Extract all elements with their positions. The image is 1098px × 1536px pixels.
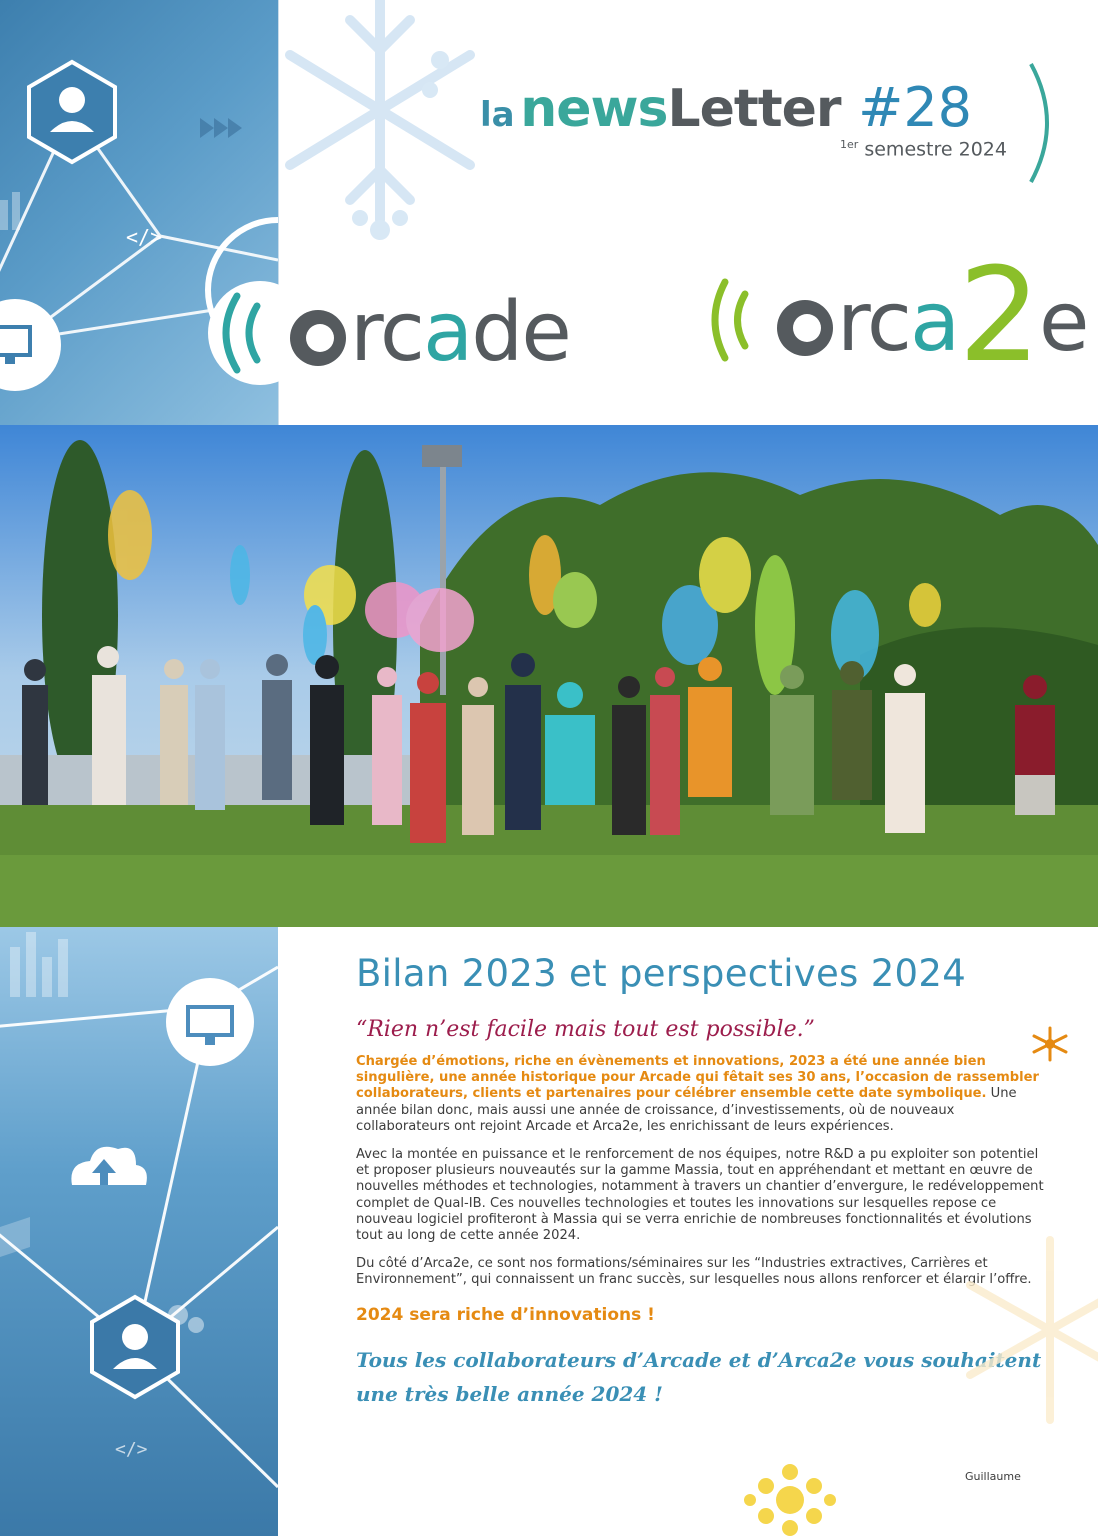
signal-waves-icon: [697, 260, 777, 370]
paragraph-1-rest: Une année bilan donc, mais aussi une année de croissance, d’investissements, où de nouveaux collaborateurs ont rejoint Arcade et Arca2e, les enrichissant de leurs expériences.: [356, 1086, 1017, 1134]
logo-letters: r: [350, 285, 380, 380]
paragraph-3: Du côté d’Arca2e, ce sont nos formations/séminaires sur les “Industries extractives, Carrières et Environnement”, qui connaissent un franc succès, sur lesquelles nous allons renforcer et élargir l’offre.: [356, 1256, 1032, 1288]
semester-label: [840, 138, 1007, 160]
signature: Guillaume: [965, 1470, 1021, 1483]
logo-a-mark: [777, 300, 833, 356]
user-icon: [29, 62, 115, 162]
team-photo: [0, 425, 1098, 927]
title-la: la: [480, 95, 515, 135]
cloud-upload-icon: [71, 1147, 147, 1185]
logo-letters: e: [1038, 275, 1088, 370]
logo-letters: rc: [837, 275, 910, 370]
snowflake-icon: [740, 1460, 840, 1536]
monitor-icon: [0, 299, 61, 391]
logo-a-mark: [290, 310, 346, 366]
newsletter-title: [480, 76, 972, 139]
logo-two: 2: [958, 239, 1039, 391]
logo-letters: c: [379, 285, 424, 380]
paragraph-1: [356, 1054, 1052, 1135]
snowflake-icon: [280, 0, 480, 250]
paragraph-1-highlight: Chargée d’émotions, riche en évènements et innovations, 2023 a été une année bien singulière, une année historique pour Arcade qui fêtait ses 30 ans, l’occasion de rassembler collaborateurs, clients et partenaires pour célébrer ensemble cette date symbolique.: [356, 1054, 1039, 1102]
title-news: news: [520, 79, 668, 139]
innovations-callout: 2024 sera riche d’innovations !: [356, 1304, 655, 1325]
article: [356, 952, 1052, 1411]
logo-letters: de: [471, 285, 570, 380]
code-icon: </>: [126, 225, 163, 249]
new-year-wishes: Tous les collaborateurs d’Arcade et d’Arca2e vous souhaitent une très belle année 2024 !: [356, 1347, 1042, 1406]
decor-panel-bottom: [0, 927, 278, 1536]
logo-letters-accent: a: [423, 285, 472, 380]
header-arc: [1025, 58, 1065, 188]
arcade-logo: [205, 278, 570, 388]
arca2e-wordmark: [777, 239, 1088, 391]
article-title: Bilan 2023 et perspectives 2024: [356, 952, 967, 995]
signal-waves-icon: [205, 278, 290, 388]
semester-text: semestre 2024: [864, 138, 1007, 161]
arcade-wordmark: [290, 285, 570, 380]
arca2e-logo: [697, 239, 1088, 391]
snowflake-icon: [1030, 1026, 1070, 1062]
paragraph-2: Avec la montée en puissance et le renforcement de nos équipes, notre R&D a pu exploiter son potentiel et proposer plusieurs nouveautés sur la gamme Massia, tout en appréhendant et mettant en œuvre de nouvelles méthodes et technologies, notamment à travers un chantier d’envergure, le redéveloppement complet de Qual-IB. Ces nouvelles technologies et toutes les innovations sur lesquelles repose ce nouveau logiciel profiteront à Massia qui se verra enrichie de nombreuses fonctionnalités et évolutions tout au long de cette année 2024.: [356, 1147, 1044, 1244]
logo-letters-accent: a: [910, 275, 959, 370]
user-icon: [92, 1297, 178, 1397]
title-letter: Letter: [667, 79, 841, 139]
newsletter-header: [480, 66, 1070, 186]
monitor-icon: [166, 978, 254, 1066]
article-quote: “Rien n’est facile mais tout est possible.”: [356, 1017, 815, 1042]
semester-sup: 1er: [840, 138, 859, 151]
snowflake-icon: [960, 1230, 1098, 1430]
issue-number: #28: [858, 76, 973, 139]
code-icon: </>: [115, 1439, 148, 1460]
